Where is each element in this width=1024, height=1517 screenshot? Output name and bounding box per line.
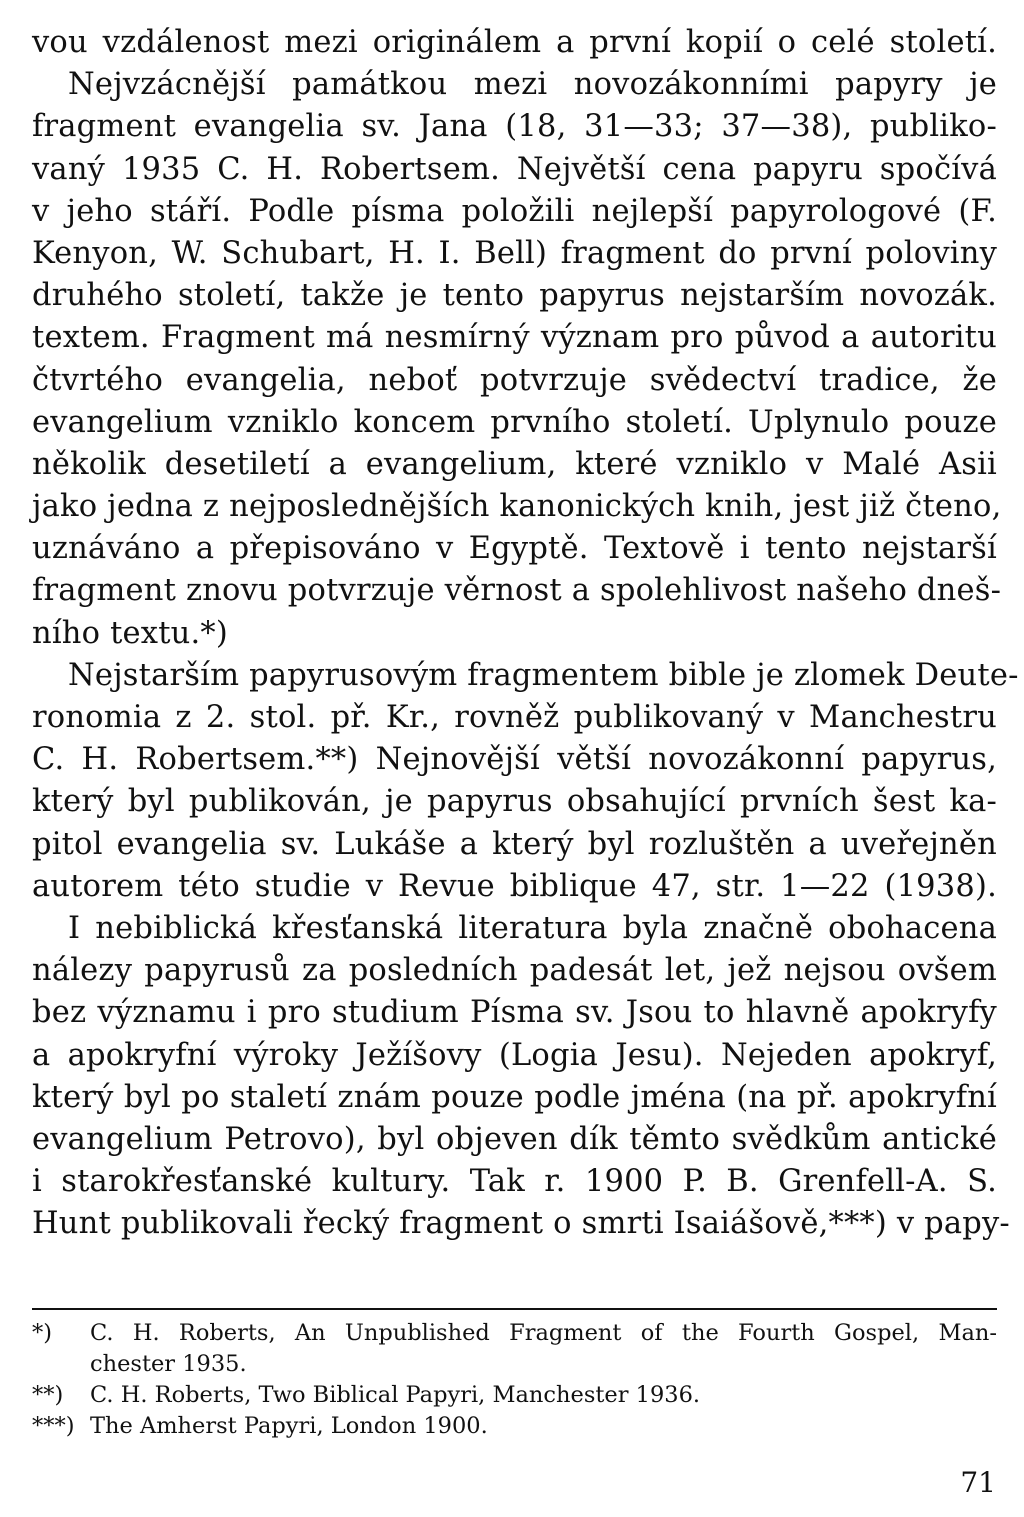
page-number: 71 (960, 1466, 996, 1499)
text-line: C. H. Robertsem.**) Nejnovější větší novozákonní papyrus, (32, 742, 997, 778)
footnote-divider (32, 1308, 997, 1310)
text-line: ního textu.*) (32, 615, 228, 651)
text-line: několik desetiletí a evangelium, které vzniklo v Malé Asii (32, 446, 997, 482)
footnote-mark: ***) (32, 1413, 75, 1439)
footnote-2 (32, 1380, 997, 1411)
text-line: Nejvzácnější památkou mezi novozákonními papyry je (68, 67, 997, 103)
text-line: a apokryfní výroky Ježíšovy (Logia Jesu). Nejeden apokryf, (32, 1037, 997, 1073)
text-line: který byl po staletí znám pouze podle jména (na př. apokryfní (32, 1079, 997, 1115)
footnote-mark: *) (32, 1320, 53, 1346)
text-line: vaný 1935 C. H. Robertsem. Největší cena papyru spočívá (32, 151, 997, 187)
text-line: fragment evangelia sv. Jana (18, 31—33; 37—38), publiko- (32, 109, 997, 145)
text-line: čtvrtého evangelia, neboť potvrzuje svědectví tradice, že (32, 362, 997, 398)
text-line: autorem této studie v Revue biblique 47, str. 1—22 (1938). (32, 868, 997, 904)
main-text (32, 22, 1019, 1245)
text-line: jako jedna z nejposlednějších kanonických knih, jest již čteno, (32, 489, 1002, 525)
text-line: Hunt publikovali řecký fragment o smrti Isaiášově,***) v papy- (32, 1206, 1010, 1242)
footnote-1 (32, 1318, 997, 1349)
text-line: uznáváno a přepisováno v Egyptě. Textově i tento nejstarší (32, 531, 997, 567)
text-line: i starokřesťanské kultury. Tak r. 1900 P. B. Grenfell-A. S. (32, 1164, 997, 1200)
text-line: evangelium Petrovo), byl objeven dík těmto svědkům antické (32, 1121, 997, 1157)
text-line: fragment znovu potvrzuje věrnost a spolehlivost našeho dneš- (32, 573, 1002, 609)
text-line: I nebiblická křesťanská literatura byla značně obohacena (68, 910, 997, 946)
footnote-mark: **) (32, 1382, 64, 1408)
text-line: bez významu i pro studium Písma sv. Jsou to hlavně apokryfy (32, 995, 997, 1031)
footnote-text: C. H. Roberts, Two Biblical Papyri, Manchester 1936. (90, 1382, 701, 1408)
footnote-text: The Amherst Papyri, London 1900. (90, 1413, 488, 1439)
text-line: druhého století, takže je tento papyrus nejstarším novozák. (32, 278, 997, 314)
footnote-1-continuation: chester 1935. (90, 1351, 247, 1377)
footnote-text: C. H. Roberts, An Unpublished Fragment of the Fourth Gospel, Man- (90, 1320, 997, 1346)
text-line: Nejstarším papyrusovým fragmentem bible je zlomek Deute- (68, 657, 1019, 693)
text-line: nálezy papyrusů za posledních padesát let, jež nejsou ovšem (32, 953, 997, 989)
text-line: textem. Fragment má nesmírný význam pro původ a autoritu (32, 320, 997, 356)
text-line: vou vzdálenost mezi originálem a první kopií o celé století. (32, 25, 997, 60)
text-line: v jeho stáří. Podle písma položili nejlepší papyrologové (F. (32, 193, 997, 229)
text-line: evangelium vzniklo koncem prvního století. Uplynulo pouze (32, 404, 997, 440)
footnote-3 (32, 1411, 997, 1442)
text-line: který byl publikován, je papyrus obsahující prvních šest ka- (32, 784, 997, 820)
text-line: pitol evangelia sv. Lukáše a který byl rozluštěn a uveřejněn (32, 826, 997, 862)
text-line: Kenyon, W. Schubart, H. I. Bell) fragment do první poloviny (32, 235, 997, 271)
footnotes (32, 1318, 997, 1442)
text-line: ronomia z 2. stol. př. Kr., rovněž publikovaný v Manchestru (32, 700, 997, 735)
